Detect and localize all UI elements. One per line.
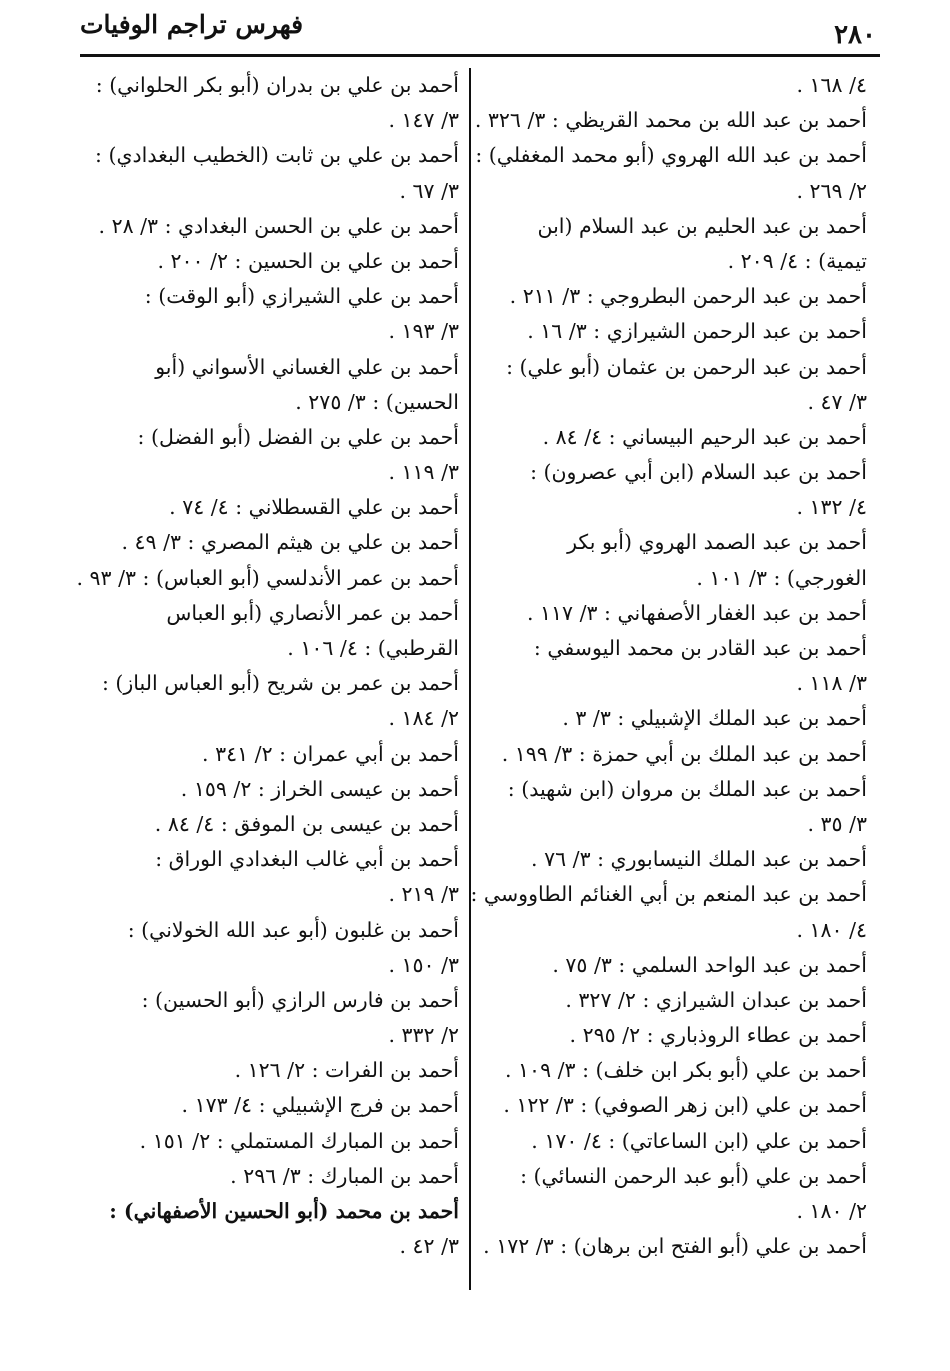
index-entry-line: أحمد بن عبدان الشيرازي : ٢/ ٣٢٧ .: [565, 987, 867, 1012]
index-entry-line: أحمد بن عبد الرحمن البطروجي : ٣/ ٢١١ .: [509, 284, 867, 309]
index-entry-line: ٣/ ١١٨ .: [796, 671, 867, 696]
index-entry-line: أحمد بن المبارك المستملي : ٢/ ١٥١ .: [139, 1128, 459, 1153]
index-entry-line: أحمد بن عبد السلام (ابن أبي عصرون) :: [530, 460, 867, 485]
running-title: فهرس تراجم الوفيات: [80, 10, 304, 39]
index-entry-line: أحمد بن الفرات : ٢/ ١٢٦ .: [234, 1058, 459, 1083]
index-entry-line: أحمد بن عبد الحليم بن عبد السلام (ابن: [537, 213, 867, 238]
index-entry-line: أحمد بن فرج الإشبيلي : ٤/ ١٧٣ .: [181, 1093, 459, 1118]
index-entry-line: ٤/ ١٦٨ .: [796, 73, 867, 97]
index-entry-line: الغورجي) : ٣/ ١٠١ .: [696, 565, 867, 590]
index-entry-line: أحمد بن المبارك : ٣/ ٢٩٦ .: [230, 1163, 459, 1188]
index-entry-line: أحمد بن عبد القادر بن محمد اليوسفي :: [533, 636, 867, 660]
index-entry-line: تيمية) : ٤/ ٢٠٩ .: [727, 248, 867, 273]
index-entry-line: ٣/ ١٥٠ .: [388, 952, 459, 977]
index-entry-line: أحمد بن علي بن بدران (أبو بكر الحلواني) :: [95, 73, 459, 97]
index-entry-line: ٣/ ١٤٧ .: [388, 108, 459, 133]
index-entry-line: أحمد بن عيسى الخراز : ٢/ ١٥٩ .: [180, 776, 459, 801]
index-entry-line: أحمد بن عمر بن شريح (أبو العباس الباز) :: [101, 671, 459, 696]
index-entry-line: أحمد بن فارس الرازي (أبو الحسين) :: [141, 987, 459, 1012]
header-rule: [80, 54, 880, 57]
index-entry-line: أحمد بن علي (أبو الفتح ابن برهان) : ٣/ ١٧٢ .: [483, 1234, 867, 1259]
index-entry-line: أحمد بن عطاء الروذباري : ٢/ ٢٩٥ .: [569, 1023, 867, 1048]
index-entry-line: أحمد بن عبد الملك النيسابوري : ٣/ ٧٦ .: [531, 847, 867, 872]
index-entry-line: أحمد بن عبد الواحد السلمي : ٣/ ٧٥ .: [552, 952, 867, 977]
index-entry-line: ٤/ ١٣٢ .: [796, 495, 867, 520]
index-entry-line: ٣/ ٢١٩ .: [388, 882, 459, 907]
index-entry-line: أحمد بن عبد الرحمن بن عثمان (أبو علي) :: [506, 354, 867, 379]
index-entry-line: أحمد بن علي الشيرازي (أبو الوقت) :: [144, 284, 459, 309]
index-entry-line: ٢/ ١٨٤ .: [388, 706, 459, 731]
index-column-left: [76, 68, 459, 1264]
index-entry-line: أحمد بن عبد الله الهروي (أبو محمد المغفلي) :: [475, 143, 867, 168]
index-entry-line: أحمد بن علي القسطلاني : ٤/ ٧٤ .: [169, 495, 459, 520]
index-entry-line: ٢/ ١٨٠ .: [796, 1199, 867, 1223]
index-entry-line: القرطبي) : ٤/ ١٠٦ .: [287, 636, 459, 660]
index-entry-line: ٣/ ٤٧ .: [807, 389, 867, 414]
index-entry-line: ٢/ ٣٣٢ .: [388, 1023, 459, 1048]
index-entry-line: الحسين) : ٣/ ٢٧٥ .: [295, 389, 459, 414]
index-entry-line: أحمد بن علي بن هيثم المصري : ٣/ ٤٩ .: [121, 530, 459, 555]
index-entry-line: أحمد بن علي بن الحسين : ٢/ ٢٠٠ .: [157, 248, 459, 273]
index-entry-line: أحمد بن عبد الصمد الهروي (أبو بكر: [567, 530, 867, 555]
index-entry-line: أحمد بن عمر الأندلسي (أبو العباس) : ٣/ ٩٣ .: [76, 565, 459, 590]
index-entry-line: ٣/ ١٩٣ .: [388, 319, 459, 344]
index-entry-line: أحمد بن أبي عمران : ٢/ ٣٤١ .: [202, 741, 459, 766]
index-entry-line: أحمد بن عبد الملك الإشبيلي : ٣/ ٣ .: [562, 706, 867, 731]
index-entry-line: ٢/ ٢٦٩ .: [796, 178, 867, 203]
index-entry-line: أحمد بن عبد الملك بن مروان (ابن شهيد) :: [507, 776, 867, 801]
index-entry-line: ٣/ ٤٢ .: [399, 1234, 459, 1259]
index-entry-line: أحمد بن عمر الأنصاري (أبو العباس: [166, 600, 459, 625]
index-entry-line: أحمد بن علي بن ثابت (الخطيب البغدادي) :: [95, 143, 459, 168]
index-entry-line: أحمد بن علي (أبو عبد الرحمن النسائي) :: [520, 1163, 867, 1188]
index-entry-line: أحمد بن عبد الرحمن الشيرازي : ٣/ ١٦ .: [527, 319, 867, 344]
index-entry-line: أحمد بن عبد الغفار الأصفهاني : ٣/ ١١٧ .: [526, 600, 867, 625]
index-entry-line: أحمد بن علي بن الحسن البغدادي : ٣/ ٢٨ .: [98, 213, 459, 238]
index-entry-line: أحمد بن عبد الله بن محمد القريظي : ٣/ ٣٢٦ .: [474, 108, 867, 133]
index-entry-line: أحمد بن محمد (أبو الحسين الأصفهاني) :: [109, 1199, 459, 1223]
index-entry-line: أحمد بن أبي غالب البغدادي الوراق :: [155, 847, 459, 872]
index-entry-line: ٣/ ٣٥ .: [807, 811, 867, 836]
index-entry-line: أحمد بن عبد الملك بن أبي حمزة : ٣/ ١٩٩ .: [501, 741, 867, 766]
column-divider: [469, 68, 471, 1290]
index-entry-line: أحمد بن عبد المنعم بن أبي الغنائم الطاووسي :: [470, 882, 867, 907]
index-entry-line: أحمد بن علي (ابن زهر الصوفي) : ٣/ ١٢٢ .: [503, 1093, 867, 1118]
index-entry-line: أحمد بن علي الغساني الأسواني (أبو: [155, 354, 459, 379]
page-number: ٢٨٠: [834, 20, 876, 50]
index-entry-line: ٤/ ١٨٠ .: [796, 917, 867, 942]
index-entry-line: أحمد بن عيسى بن الموفق : ٤/ ٨٤ .: [154, 811, 459, 836]
index-entry-line: أحمد بن غلبون (أبو عبد الله الخولاني) :: [127, 917, 459, 942]
index-entry-line: ٣/ ١١٩ .: [388, 460, 459, 485]
index-entry-line: أحمد بن علي (أبو بكر ابن خلف) : ٣/ ١٠٩ .: [505, 1058, 867, 1083]
index-column-right: [470, 68, 867, 1264]
index-entry-line: أحمد بن علي (ابن الساعاتي) : ٤/ ١٧٠ .: [531, 1128, 867, 1153]
index-entry-line: أحمد بن عبد الرحيم البيساني : ٤/ ٨٤ .: [542, 424, 867, 449]
index-entry-line: ٣/ ٦٧ .: [399, 178, 459, 203]
index-entry-line: أحمد بن علي بن الفضل (أبو الفضل) :: [137, 424, 459, 449]
